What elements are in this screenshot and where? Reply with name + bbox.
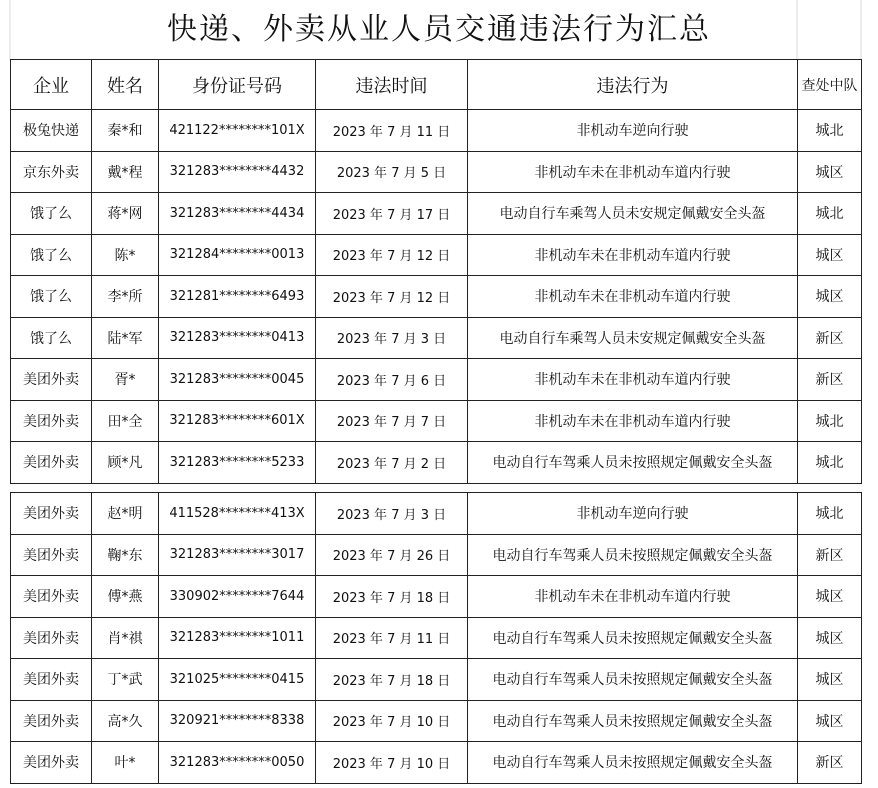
table-cell-id: 330902********7644 [159, 576, 316, 618]
table-cell-viol: 电动自行车驾乘人员未按照规定佩戴安全头盔 [468, 700, 798, 742]
table-cell-team: 城北 [798, 442, 862, 484]
table-cell-date: 2023 年 7 月 11 日 [316, 110, 468, 152]
violations-table-part2 [10, 492, 862, 784]
table-cell-company: 饿了么 [11, 193, 92, 235]
table-cell-company: 美团外卖 [11, 534, 92, 576]
table-cell-viol: 电动自行车驾乘人员未按照规定佩戴安全头盔 [468, 742, 798, 784]
table-cell-name: 陆*军 [92, 317, 159, 359]
table-cell-id: 321283********0413 [159, 317, 316, 359]
table-cell-viol: 非机动车未在非机动车道内行驶 [468, 234, 798, 276]
table-row [11, 659, 862, 701]
table-cell-team: 城北 [798, 493, 862, 535]
table-cell-viol: 非机动车逆向行驶 [468, 493, 798, 535]
table-row [11, 700, 862, 742]
table-cell-date: 2023 年 7 月 10 日 [316, 742, 468, 784]
table-cell-team: 新区 [798, 742, 862, 784]
table-cell-viol: 非机动车未在非机动车道内行驶 [468, 151, 798, 193]
table-cell-viol: 非机动车未在非机动车道内行驶 [468, 359, 798, 401]
table-cell-team: 城区 [798, 151, 862, 193]
table-cell-team: 城区 [798, 276, 862, 318]
table-cell-viol: 电动自行车乘驾人员未安规定佩戴安全头盔 [468, 193, 798, 235]
table-cell-name: 戴*程 [92, 151, 159, 193]
table-cell-name: 赵*明 [92, 493, 159, 535]
table-row [11, 317, 862, 359]
table-cell-date: 2023 年 7 月 5 日 [316, 151, 468, 193]
table-cell-id: 321025********0415 [159, 659, 316, 701]
table-cell-team: 新区 [798, 534, 862, 576]
table-row [11, 110, 862, 152]
table-cell-date: 2023 年 7 月 26 日 [316, 534, 468, 576]
page-break-gap [10, 484, 861, 492]
table-header-row [11, 60, 862, 110]
table-cell-name: 李*所 [92, 276, 159, 318]
table-cell-id: 321283********5233 [159, 442, 316, 484]
table-cell-date: 2023 年 7 月 7 日 [316, 400, 468, 442]
table-cell-id: 320921********8338 [159, 700, 316, 742]
table-cell-company: 美团外卖 [11, 742, 92, 784]
table-cell-date: 2023 年 7 月 2 日 [316, 442, 468, 484]
table-cell-company: 美团外卖 [11, 700, 92, 742]
table-cell-id: 421122********101X [159, 110, 316, 152]
table-cell-id: 411528********413X [159, 493, 316, 535]
table-cell-viol: 电动自行车驾乘人员未按照规定佩戴安全头盔 [468, 659, 798, 701]
table-cell-date: 2023 年 7 月 3 日 [316, 317, 468, 359]
table-cell-team: 新区 [798, 317, 862, 359]
table-cell-viol: 非机动车逆向行驶 [468, 110, 798, 152]
table-cell-date: 2023 年 7 月 17 日 [316, 193, 468, 235]
table-cell-date: 2023 年 7 月 12 日 [316, 234, 468, 276]
table-row [11, 359, 862, 401]
table-cell-company: 京东外卖 [11, 151, 92, 193]
table-row [11, 442, 862, 484]
table-row [11, 493, 862, 535]
header-name: 姓名 [92, 60, 159, 110]
table-cell-name: 蒋*网 [92, 193, 159, 235]
table-cell-team: 城北 [798, 193, 862, 235]
table-cell-name: 田*全 [92, 400, 159, 442]
header-id-number: 身份证号码 [159, 60, 316, 110]
table-cell-team: 城区 [798, 617, 862, 659]
header-violation-behavior: 违法行为 [468, 60, 798, 110]
table-row [11, 276, 862, 318]
table-cell-viol: 电动自行车驾乘人员未按照规定佩戴安全头盔 [468, 442, 798, 484]
table-cell-company: 美团外卖 [11, 359, 92, 401]
header-company: 企业 [11, 60, 92, 110]
table-cell-company: 美团外卖 [11, 493, 92, 535]
table-row [11, 400, 862, 442]
table-cell-id: 321283********0050 [159, 742, 316, 784]
table-row [11, 617, 862, 659]
table-cell-name: 高*久 [92, 700, 159, 742]
table-cell-date: 2023 年 7 月 3 日 [316, 493, 468, 535]
table-cell-name: 肖*祺 [92, 617, 159, 659]
table-cell-id: 321283********601X [159, 400, 316, 442]
table-cell-name: 叶* [92, 742, 159, 784]
table-cell-viol: 电动自行车驾乘人员未按照规定佩戴安全头盔 [468, 617, 798, 659]
table-cell-company: 美团外卖 [11, 576, 92, 618]
table-cell-date: 2023 年 7 月 10 日 [316, 700, 468, 742]
table-cell-id: 321283********1011 [159, 617, 316, 659]
table-cell-name: 鞠*东 [92, 534, 159, 576]
table-cell-name: 丁*武 [92, 659, 159, 701]
violations-table-part1 [10, 59, 862, 484]
table-cell-team: 城北 [798, 110, 862, 152]
table-cell-id: 321283********4432 [159, 151, 316, 193]
table-cell-company: 美团外卖 [11, 442, 92, 484]
table-cell-team: 城区 [798, 700, 862, 742]
table-cell-id: 321281********6493 [159, 276, 316, 318]
table-row [11, 234, 862, 276]
table-cell-team: 城区 [798, 234, 862, 276]
table-cell-id: 321283********4434 [159, 193, 316, 235]
page-title: 快递、外卖从业人员交通违法行为汇总 [167, 12, 711, 47]
table-cell-date: 2023 年 7 月 12 日 [316, 276, 468, 318]
table-cell-team: 城区 [798, 659, 862, 701]
table-row [11, 576, 862, 618]
table-row [11, 534, 862, 576]
table-cell-id: 321284********0013 [159, 234, 316, 276]
table-cell-team: 新区 [798, 359, 862, 401]
header-violation-time: 违法时间 [316, 60, 468, 110]
table-cell-date: 2023 年 7 月 11 日 [316, 617, 468, 659]
table-cell-viol: 非机动车未在非机动车道内行驶 [468, 400, 798, 442]
table-cell-date: 2023 年 7 月 18 日 [316, 576, 468, 618]
table-cell-viol: 非机动车未在非机动车道内行驶 [468, 276, 798, 318]
table-cell-name: 顾*凡 [92, 442, 159, 484]
table-cell-company: 极兔快递 [11, 110, 92, 152]
table-cell-id: 321283********3017 [159, 534, 316, 576]
table-cell-company: 美团外卖 [11, 659, 92, 701]
table-cell-name: 陈* [92, 234, 159, 276]
header-squad: 查处中队 [798, 60, 862, 110]
table-row [11, 742, 862, 784]
table-cell-name: 傅*燕 [92, 576, 159, 618]
table-cell-team: 城北 [798, 400, 862, 442]
table-cell-name: 胥* [92, 359, 159, 401]
table-row [11, 193, 862, 235]
table-cell-viol: 电动自行车驾乘人员未按照规定佩戴安全头盔 [468, 534, 798, 576]
table-cell-date: 2023 年 7 月 6 日 [316, 359, 468, 401]
table-cell-company: 美团外卖 [11, 400, 92, 442]
table-cell-viol: 电动自行车乘驾人员未安规定佩戴安全头盔 [468, 317, 798, 359]
table-cell-company: 美团外卖 [11, 617, 92, 659]
table-cell-company: 饿了么 [11, 317, 92, 359]
table-cell-team: 城区 [798, 576, 862, 618]
table-cell-date: 2023 年 7 月 18 日 [316, 659, 468, 701]
table-row [11, 151, 862, 193]
table-cell-viol: 非机动车未在非机动车道内行驶 [468, 576, 798, 618]
table-cell-id: 321283********0045 [159, 359, 316, 401]
table-cell-company: 饿了么 [11, 234, 92, 276]
table-cell-name: 秦*和 [92, 110, 159, 152]
table-cell-company: 饿了么 [11, 276, 92, 318]
